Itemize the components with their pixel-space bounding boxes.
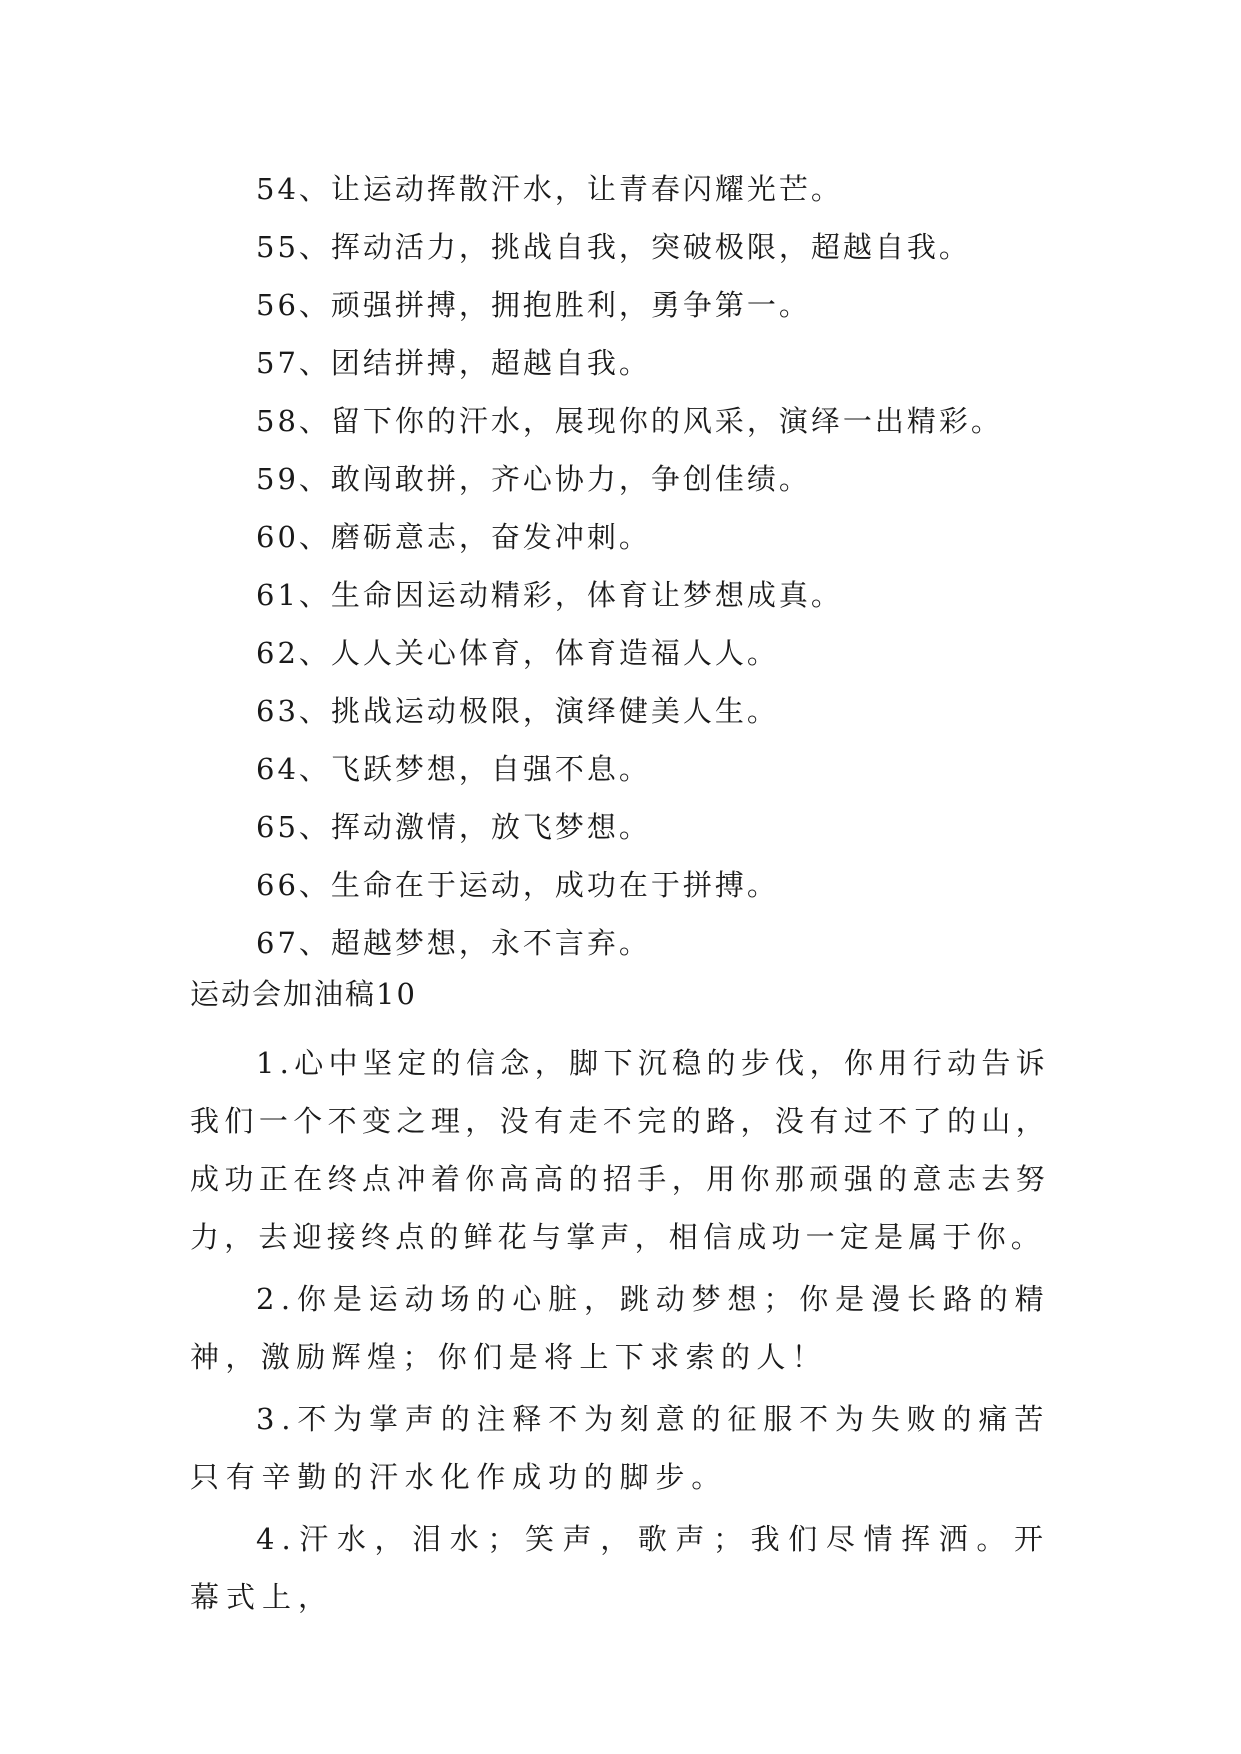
paragraph: 1.心中坚定的信念，脚下沉稳的步伐，你用行动告诉我们一个不变之理，没有走不完的路，没有过不了的山，成功正在终点冲着你高高的招手，用你那顽强的意志去努力，去迎接终点的鲜花与掌声，相信成功一定是属于你。 [190,1046,1050,1254]
slogan-list [256,160,1116,972]
slogan-item: 63、挑战运动极限，演绎健美人生。 [256,694,779,728]
slogan-item: 56、顽强拼搏，拥抱胜利，勇争第一。 [256,288,811,322]
slogan-item: 67、超越梦想，永不言弃。 [256,926,651,960]
slogan-item: 58、留下你的汗水，展现你的风采，演绎一出精彩。 [256,404,1003,438]
section-title: 运动会加油稿10 [190,977,417,1011]
cheer-body [190,1034,1050,1630]
paragraph: 3.不为掌声的注释不为刻意的征服不为失败的痛苦只有辛勤的汗水化作成功的脚步。 [190,1402,1050,1494]
slogan-item: 66、生命在于运动，成功在于拼搏。 [256,868,779,902]
slogan-item: 65、挥动激情，放飞梦想。 [256,810,651,844]
slogan-item: 57、团结拼搏，超越自我。 [256,346,651,380]
slogan-item: 62、人人关心体育，体育造福人人。 [256,636,779,670]
slogan-item: 59、敢闯敢拼，齐心协力，争创佳绩。 [256,462,811,496]
paragraph: 4.汗水，泪水；笑声，歌声；我们尽情挥洒。开幕式上， [190,1522,1050,1614]
slogan-item: 60、磨砺意志，奋发冲刺。 [256,520,651,554]
slogan-item: 55、挥动活力，挑战自我，突破极限，超越自我。 [256,230,971,264]
paragraph: 2.你是运动场的心脏，跳动梦想；你是漫长路的精神，激励辉煌；你们是将上下求索的人！ [190,1282,1050,1374]
slogan-item: 64、飞跃梦想，自强不息。 [256,752,651,786]
slogan-item: 61、生命因运动精彩，体育让梦想成真。 [256,578,843,612]
slogan-item: 54、让运动挥散汗水，让青春闪耀光芒。 [256,172,843,206]
